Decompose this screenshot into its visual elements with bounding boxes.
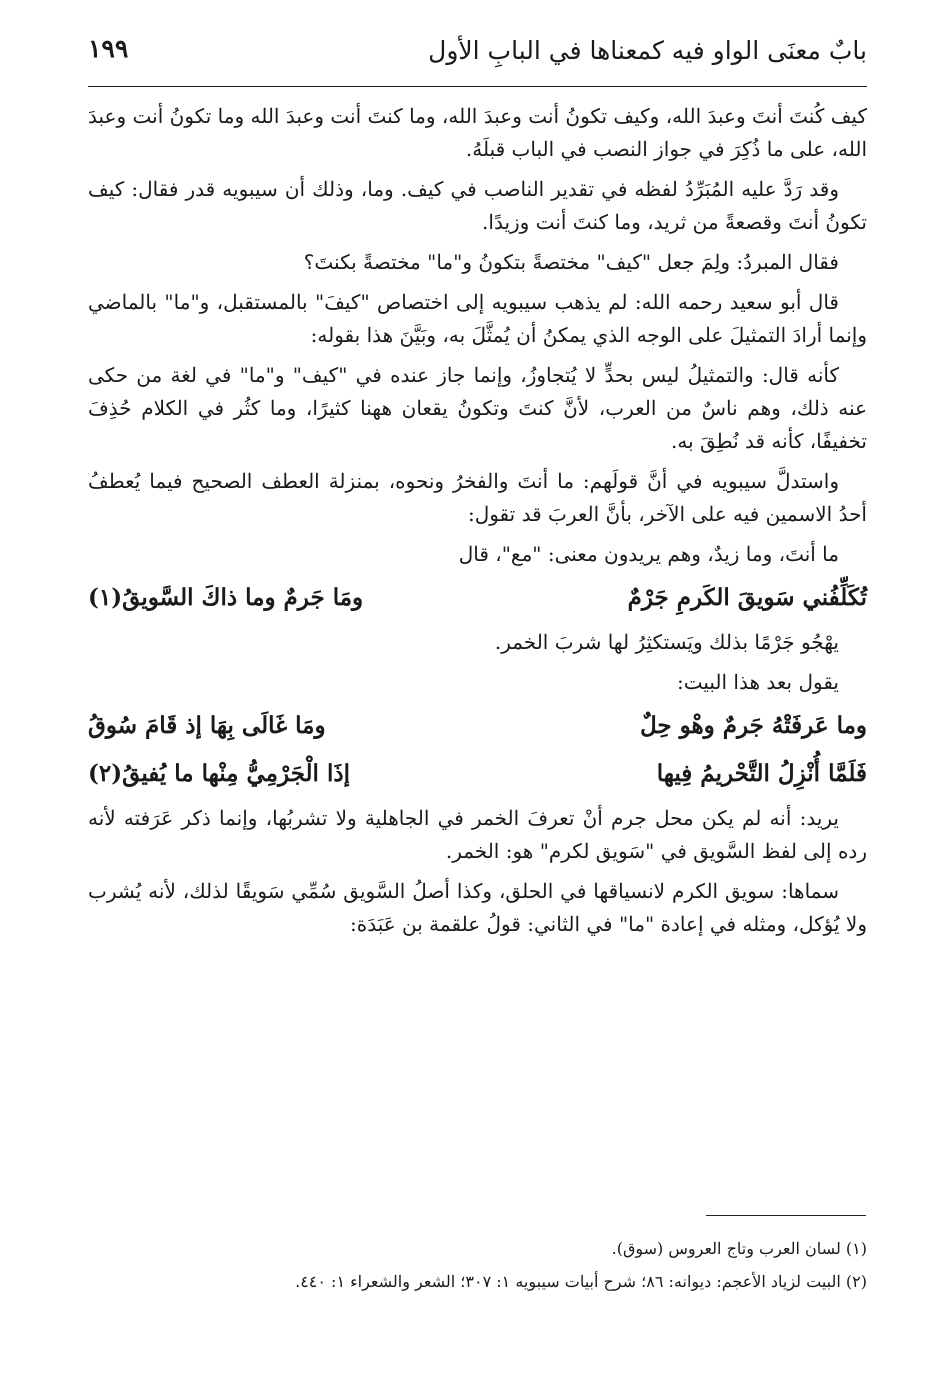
footnote: (١) لسان العرب وتاج العروس (سوق). (611, 1239, 867, 1258)
verse-first-hemistich: وما عَرفَتْهُ جَرمٌ وهْو حِلٌ (639, 712, 867, 739)
verse-line (88, 578, 867, 618)
paragraph: فقال المبردُ: ولِمَ جعل "كيف" مختصةً بتكونُ و"ما" مختصةً بكنتَ؟ (303, 250, 839, 274)
verse-second-hemistich: ومَا جَرمٌ وما ذاكَ السَّويقُ(١) (88, 584, 364, 611)
verse-second-hemistich: إذَا الْجَرْمِيُّ مِنْها ما يُفيقُ(٢) (88, 760, 350, 787)
page-number: ١٩٩ (88, 34, 129, 63)
body-text (88, 100, 867, 948)
paragraph: سماها: سويق الكرم لانسياقها في الحلق، وكذا أصلُ السَّويق سُمِّي سَويقًا لذلك، لأنه يُشرب ولا يُؤكل، ومثله في إعادة "ما" في الثاني: قولُ علقمة بن عَبَدَة: (88, 879, 867, 936)
paragraph: يريد: أنه لم يكن محل جرم أنْ تعرفَ الخمر في الجاهلية ولا تشربُها، وإنما ذكر عَرَفته لأنه رده إلى لفظ السَّويق في "سَويق لكرم" هو: الخمر. (88, 806, 867, 863)
verse-line (88, 754, 867, 794)
paragraph: قال أبو سعيد رحمه الله: لم يذهب سيبويه إلى اختصاص "كيفَ" بالمستقبل، و"ما" بالماضي وإنما أرادَ التمثيلَ على الوجه الذي يمكنُ أن يُمثَّلَ به، وبَيَّنَ هذا بقوله: (88, 290, 867, 347)
paragraph: يقول بعد هذا البيت: (676, 670, 839, 694)
paragraph: كأنه قال: والتمثيلُ ليس بحدٍّ لا يُتجاوزُ، وإنما جاز عنده في "كيف" و"ما" في لغة من حكى عنه ذلك، وهم ناسٌ من العرب، لأنَّ كنتَ وتكونُ يقعان ههنا كثيرًا، وما كثُر في الكلام حُذِفَ تخفيفًا، كأنه قد نُطِقَ به. (88, 363, 867, 453)
paragraph: يهْجُو جَرْمًا بذلك ويَستكثِرُ لها شربَ الخمر. (494, 630, 839, 654)
footnote: (٢) البيت لزياد الأعجم: ديوانه: ٨٦؛ شرح أبيات سيبويه ١: ٣٠٧؛ الشعر والشعراء ١: ٤٤٠. (295, 1272, 867, 1291)
page-header (88, 28, 867, 82)
paragraph: كيف كُنتَ أنتَ وعبدَ الله، وكيف تكونُ أنت وعبدَ الله، وما كنتَ أنت وعبدَ الله وما تكونُ أنت وعبدَ الله، على ما ذُكِرَ في جواز النصب في الباب قبلَهُ. (88, 104, 867, 161)
verse-second-hemistich: ومَا غَالَى بِهَا إذ قَامَ سُوقُ (88, 712, 326, 739)
footnote-rule (706, 1215, 866, 1216)
verse-first-hemistich: تُكَلِّفُني سَويقَ الكَرمِ جَرْمٌ (627, 584, 867, 611)
running-head: بابٌ معنَى الواو فيه كمعناها في البابِ الأول (428, 36, 867, 65)
paragraph: ما أنتَ، وما زيدٌ، وهم يريدون معنى: "مع"، قال (458, 542, 839, 566)
paragraph: واستدلَّ سيبويه في أنَّ قولَهم: ما أنتَ والفخرُ ونحوه، بمنزلة العطف الصحيح فيما يُعطفُ أحدُ الاسمين فيه على الآخر، بأنَّ العربَ قد تقول: (88, 469, 867, 526)
paragraph: وقد رَدَّ عليه المُبَرِّدُ لفظه في تقدير الناصب في كيف. وما، وذلك أن سيبويه قدر فقال: كيف تكونُ أنتَ وقصعةً من ثريد، وما كنتَ أنت وزيدًا. (88, 177, 867, 234)
verse-first-hemistich: فَلَمَّا أُنْزِلُ التَّحْريمُ فِيها (656, 760, 867, 787)
header-rule (88, 86, 867, 87)
footnotes (88, 1232, 867, 1298)
verse-line (88, 706, 867, 746)
